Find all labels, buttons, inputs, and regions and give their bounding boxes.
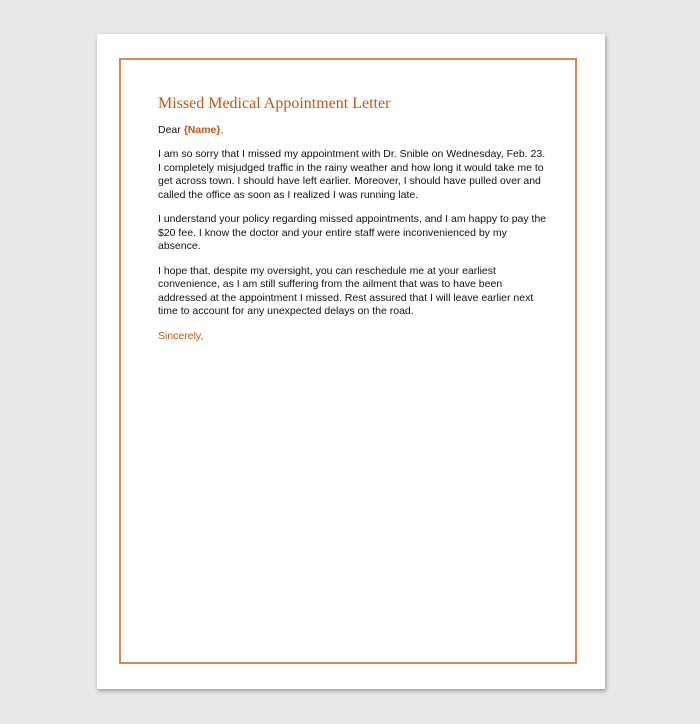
- paragraph-reschedule: I hope that, despite my oversight, you can reschedule me at your earliest convenience, as I am still suffering from the ailment that was to have been addressed at the appointment I missed. Rest assured that I will leave earlier next time to account for any unexpected delays on the road.: [158, 264, 534, 318]
- letter-body: [158, 94, 548, 344]
- salutation-greeting: Dear: [158, 123, 184, 136]
- paragraph-apology: I am so sorry that I missed my appointment with Dr. Snible on Wednesday, Feb. 23. I completely misjudged traffic in the rainy weather and how long it would take me to get across town. I should have left earlier. Moreover, I should have pulled over and called the office as soon as I realized I was running late.: [158, 148, 546, 201]
- document-page: [97, 34, 605, 689]
- recipient-name-placeholder: {Name}: [183, 123, 221, 136]
- salutation: [158, 124, 548, 138]
- salutation-comma: ,: [220, 123, 224, 136]
- letter-title: Missed Medical Appointment Letter: [158, 95, 391, 112]
- paragraph-fee: I understand your policy regarding missed appointments, and I am happy to pay the $20 fee. I know the doctor and your entire staff were inconvenienced by my absence.: [158, 213, 547, 253]
- closing: Sincerely,: [158, 329, 204, 342]
